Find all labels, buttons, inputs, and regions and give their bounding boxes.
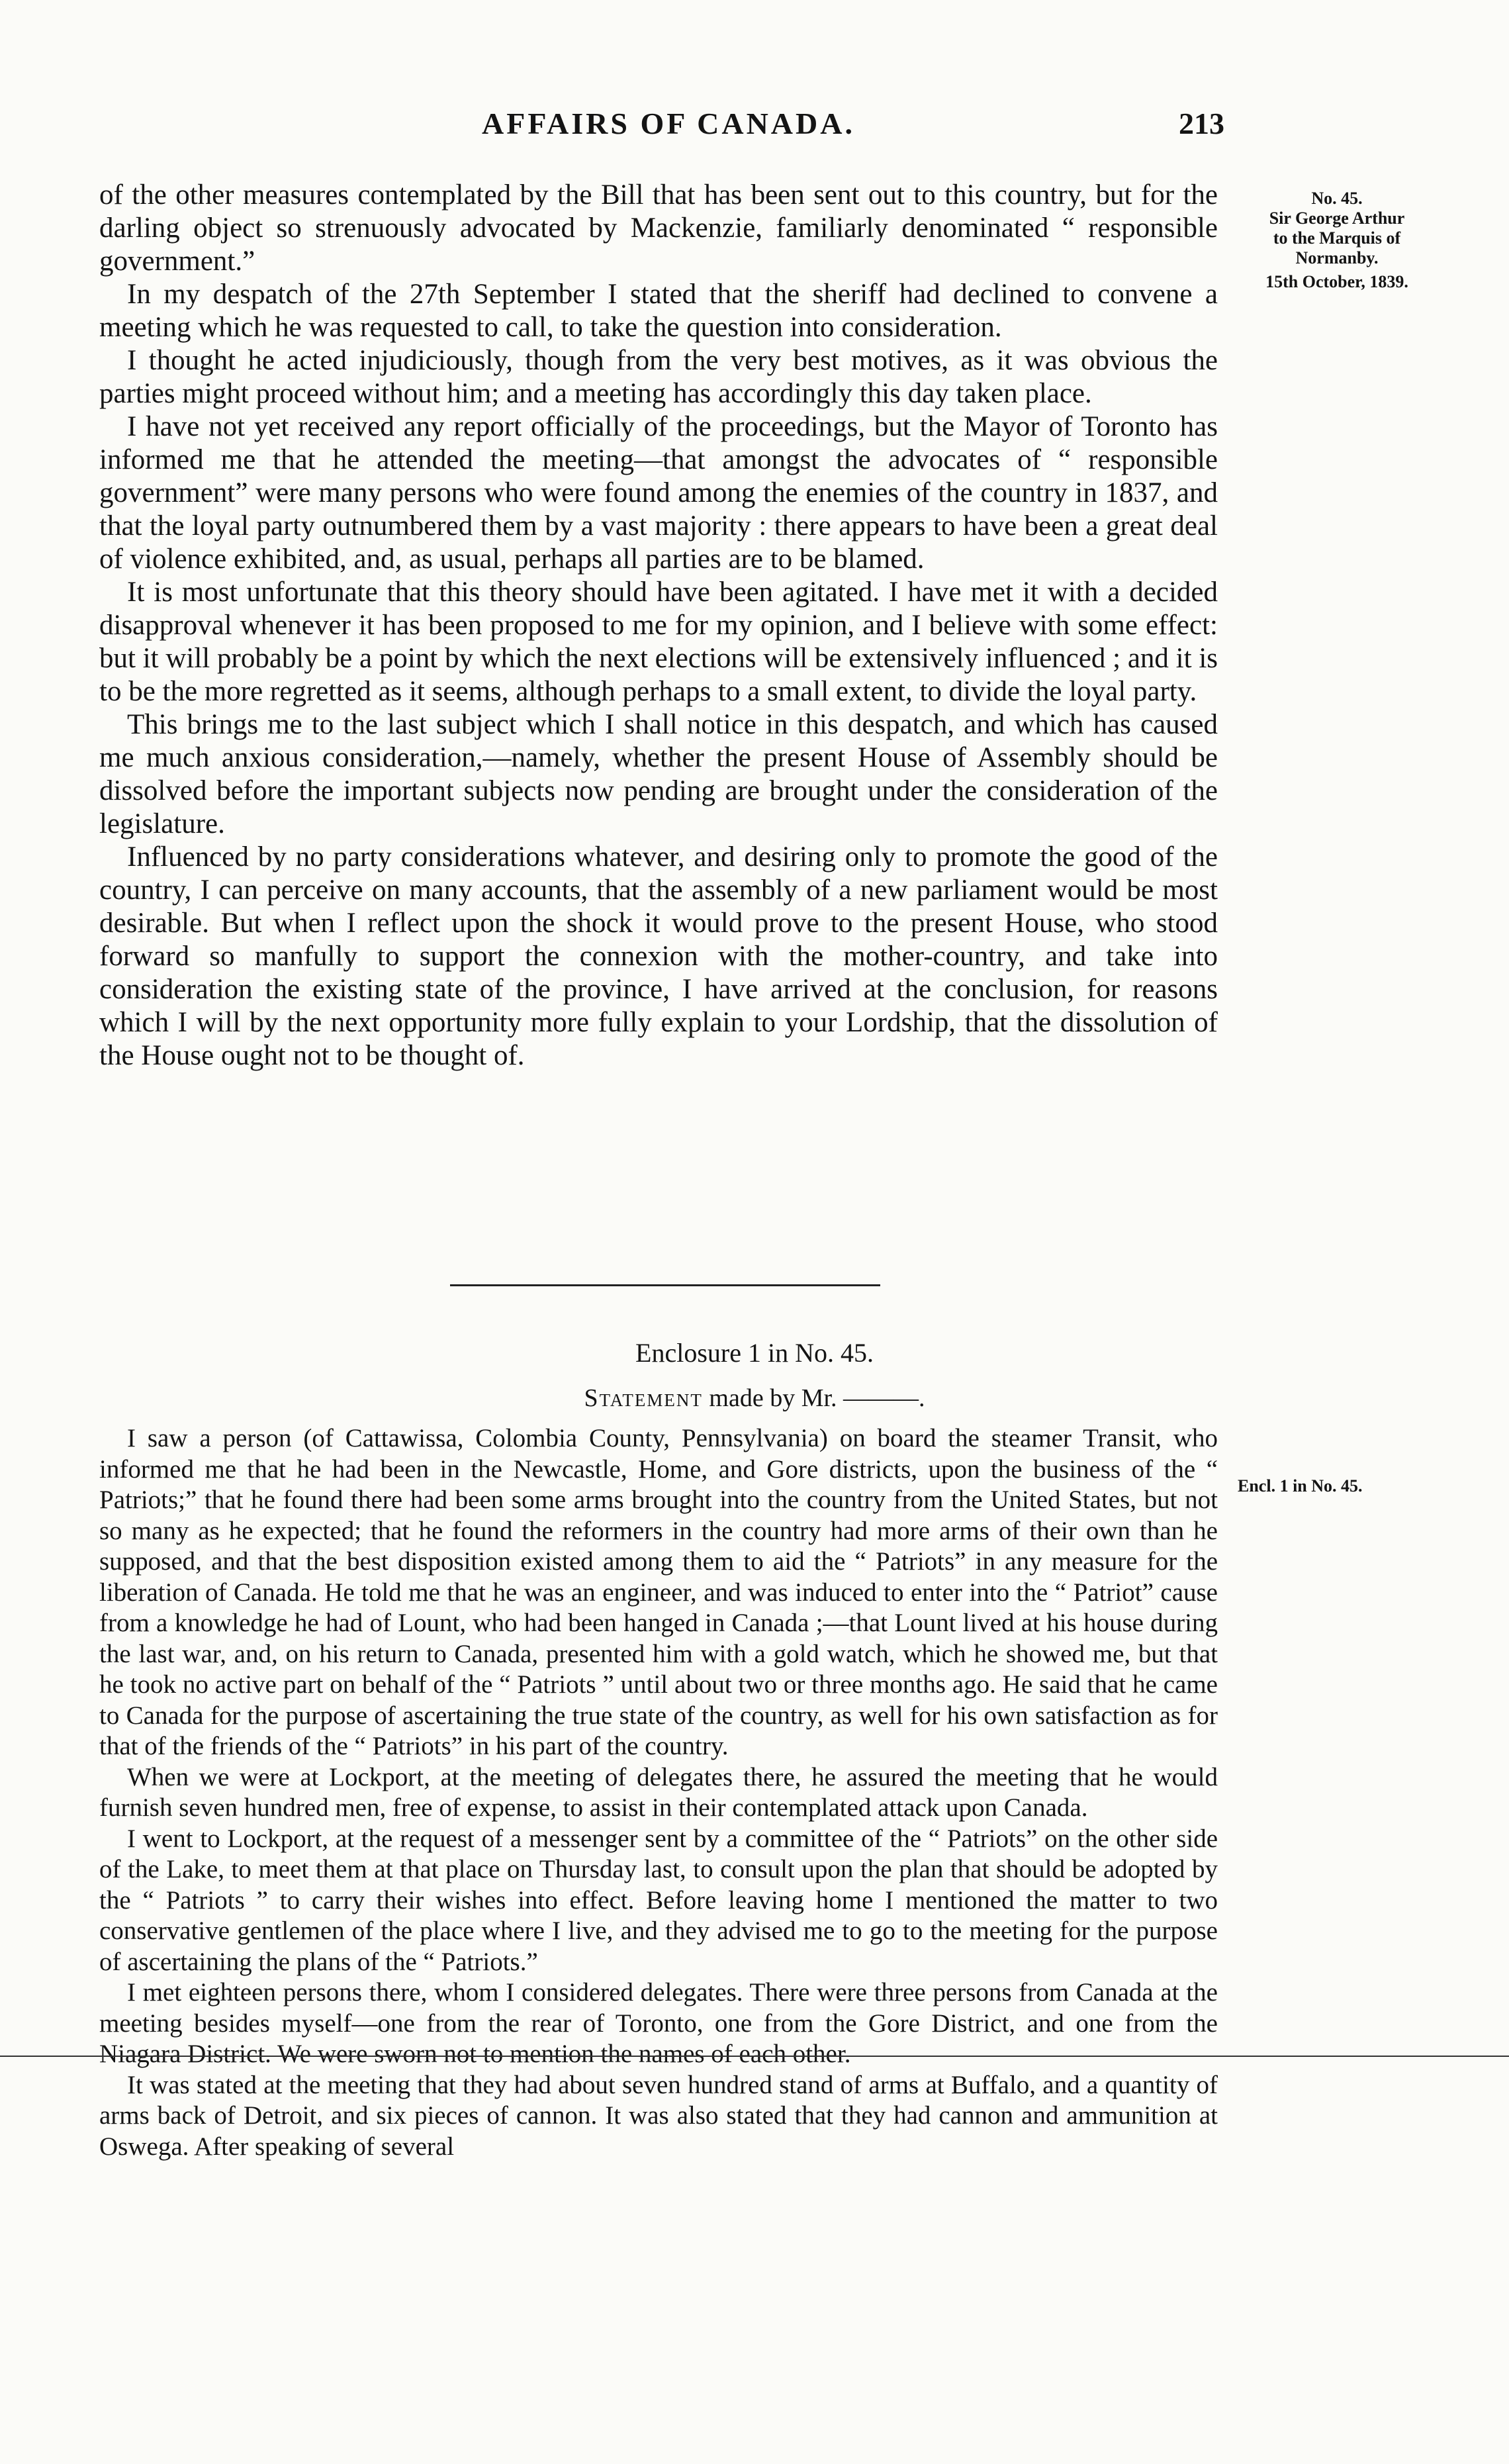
body-paragraph: I thought he acted injudiciously, though from the very best motives, as it was obvious the parties might proceed without him; and a meeting has accordingly this day taken place. xyxy=(99,345,1218,409)
statement-rest: made by Mr. ———. xyxy=(709,1384,925,1412)
enclosure-paragraph: I saw a person (of Cattawissa, Colombia County, Pennsylvania) on board the steamer Transit, who informed me that he had been in the Newcastle, Home, and Gore districts, upon the business of the “ Patriots;” that he found there had been some arms brought into the country from the United States, but not so many as he expected; that he found the reformers in the country had more arms of their own than he supposed, and that the best disposition existed among them to aid the “ Patriots” in any measure for the liberation of Canada. He told me that he was an engineer, and was induced to enter into the “ Patriot” cause from a knowledge he had of Lount, who had been hanged in Canada ;—that Lount lived at his house during the last war, and, on his return to Canada, presented him with a gold watch, which he showed me, but that he took no active part on behalf of the “ Patriots ” until about two or three months ago. He said that he came to Canada for the purpose of ascertaining the true state of the country, as well for his own satisfaction as for that of the friends of the “ Patriots” in his part of the country. xyxy=(99,1424,1218,1760)
body-paragraph: Influenced by no party considerations whatever, and desiring only to promote the good of the country, I can perceive on many accounts, that the assembly of a new parliament would be most desirable. But when I reflect upon the shock it would prove to the present House, who stood forward so manfully to support the connexion with the mother-country, and take into consideration the existing state of the province, I have arrived at the conclusion, for reasons which I will by the next opportunity more fully explain to your Lordship, that the dissolution of the House ought not to be thought of. xyxy=(99,841,1218,1071)
body-paragraph: In my despatch of the 27th September I stated that the sheriff had declined to convene a meeting which he was requested to call, to take the question into consideration. xyxy=(99,279,1218,343)
statement-heading xyxy=(0,1384,1509,1413)
body-paragraph: This brings me to the last subject which I shall notice in this despatch, and which has caused me much anxious consideration,—namely, whether the present House of Assembly should be dissolved before the important subjects now pending are brought under the consideration of the legislature. xyxy=(99,709,1218,839)
sidenote-number: No. 45. xyxy=(1311,189,1363,208)
page-header xyxy=(106,106,1231,152)
sidenote-date: 15th October, 1839. xyxy=(1265,272,1408,291)
enclosure-sidenote: Encl. 1 in No. 45. xyxy=(1238,1476,1363,1495)
sidenote-from: Sir George Arthur xyxy=(1269,209,1405,228)
running-title: AFFAIRS OF CANADA. xyxy=(482,107,855,140)
despatch-sidenote xyxy=(1238,189,1436,292)
enclosure-body xyxy=(99,1423,1218,2162)
sidenote-name: Normanby. xyxy=(1295,248,1379,267)
section-divider xyxy=(450,1284,880,1286)
enclosure-paragraph: I went to Lockport, at the request of a messenger sent by a committee of the “ Patriots” on the other side of the Lake, to meet them at that place on Thursday last, to consult upon the plan that should be adopted by the “ Patriots ” to carry their wishes into effect. Before leaving home I mentioned the matter to two conservative gentlemen of the place where I live, and they advised me to go to the meeting for the purpose of ascertaining the plans of the “ Patriots.” xyxy=(99,1824,1218,1976)
page-number: 213 xyxy=(1179,107,1224,140)
enclosure-paragraph: When we were at Lockport, at the meeting of delegates there, he assured the meeting that he would furnish seven hundred men, free of expense, to assist in their contemplated attack upon Canada. xyxy=(99,1762,1218,1822)
sidenote-to: to the Marquis of xyxy=(1273,228,1401,248)
body-paragraph: of the other measures contemplated by the Bill that has been sent out to this country, but for the darling object so strenuously advocated by Mackenzie, familiarly denominated “ responsible government.” xyxy=(99,179,1218,277)
enclosure-paragraph: I met eighteen persons there, whom I considered delegates. There were three persons from Canada at the meeting besides myself—one from the rear of Toronto, one from the Gore District, and one from the Niagara District. We were sworn not to mention the names of each other. xyxy=(99,1978,1218,2068)
enclosure-heading: Enclosure 1 in No. 45. xyxy=(635,1338,874,1368)
enclosure-paragraph: It was stated at the meeting that they had about seven hundred stand of arms at Buffalo, and a quantity of arms back of Detroit, and six pieces of cannon. It was also stated that they had cannon and ammunition at Oswega. After speaking of several xyxy=(99,2070,1218,2161)
body-paragraph: I have not yet received any report officially of the proceedings, but the Mayor of Toronto has informed me that he attended the meeting—that amongst the advocates of “ responsible government” were many persons who were found among the enemies of the country in 1837, and that the loyal party outnumbered them by a vast majority : there appears to have been a great deal of violence exhibited, and, as usual, perhaps all parties are to be blamed. xyxy=(99,411,1218,575)
body-paragraph: It is most unfortunate that this theory should have been agitated. I have met it with a decided disapproval whenever it has been proposed to me for my opinion, and I believe with some effect: but it will probably be a point by which the next elections will be extensively influenced ; and it is to be the more regretted as it seems, although perhaps to a small extent, to divide the loyal party. xyxy=(99,577,1218,707)
statement-word: Statement xyxy=(584,1384,703,1412)
scan-fold-line xyxy=(0,2056,1509,2057)
despatch-body xyxy=(99,179,1218,1072)
